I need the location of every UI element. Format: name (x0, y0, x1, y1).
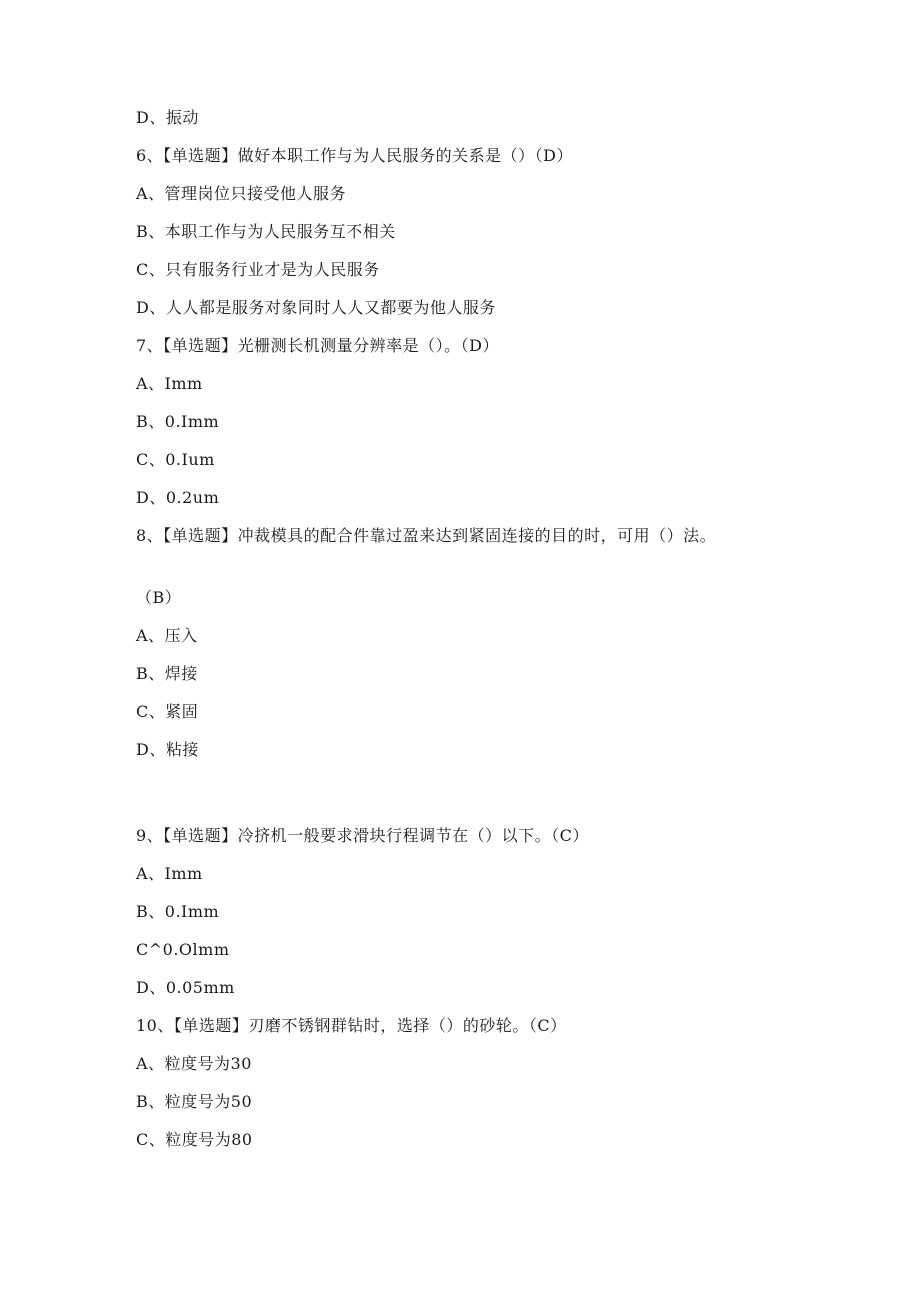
option-line: D、0.2um (136, 488, 220, 507)
option-line: D、粘接 (136, 740, 199, 759)
question-line: 9、【单选题】冷挤机一般要求滑块行程调节在（）以下。（C） (136, 826, 589, 845)
option-line: B、本职工作与为人民服务互不相关 (136, 222, 396, 241)
option-line: C、0.Ium (136, 450, 215, 469)
option-line: C^0.Olmm (136, 940, 230, 959)
option-line: D、人人都是服务对象同时人人又都要为他人服务 (136, 298, 496, 317)
option-line: D、0.05mm (136, 978, 235, 997)
option-line: C、粒度号为80 (136, 1130, 253, 1149)
question-line: 8、【单选题】冲裁模具的配合件靠过盈来达到紧固连接的目的时，可用（）法。 (136, 526, 717, 545)
option-line: A、Imm (136, 864, 203, 883)
option-line: C、只有服务行业才是为人民服务 (136, 260, 380, 279)
question-line: 10、【单选题】刃磨不锈钢群钻时，选择（）的砂轮。（C） (136, 1016, 567, 1035)
option-line: A、Imm (136, 374, 203, 393)
option-line: A、管理岗位只接受他人服务 (136, 184, 347, 203)
option-line: C、紧固 (136, 702, 199, 721)
option-line: B、0.Imm (136, 412, 220, 431)
option-line: A、压入 (136, 626, 198, 645)
question-line: 6、【单选题】做好本职工作与为人民服务的关系是（）（D） (136, 146, 574, 165)
answer-line: （B） (136, 588, 182, 607)
option-line: D、振动 (136, 108, 199, 127)
option-line: B、焊接 (136, 664, 198, 683)
option-line: B、粒度号为50 (136, 1092, 253, 1111)
option-line: B、0.Imm (136, 902, 220, 921)
question-line: 7、【单选题】光栅测长机测量分辨率是（）。（D） (136, 336, 500, 355)
option-line: A、粒度号为30 (136, 1054, 252, 1073)
